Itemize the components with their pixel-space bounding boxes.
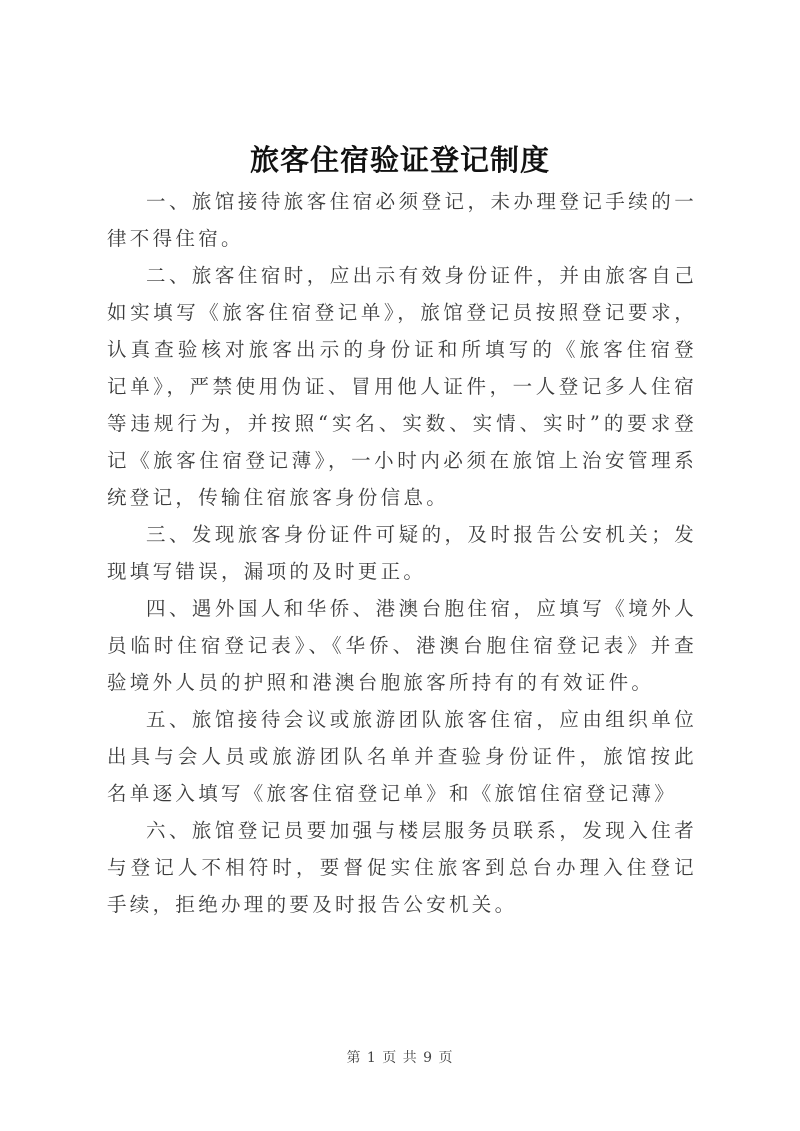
page-number-footer: 第 1 页 共 9 页: [346, 1050, 454, 1066]
paragraph-4: 四、遇外国人和华侨、港澳台胞住宿，应填写《境外人员临时住宿登记表》、《华侨、港澳台胞住宿登记表》并查验境外人员的护照和港澳台胞旅客所持有的有效证件。: [107, 597, 697, 694]
paragraph-6: 六、旅馆登记员要加强与楼层服务员联系，发现入住者与登记人不相符时，要督促实住旅客到总台办理入住登记手续，拒绝办理的要及时报告公安机关。: [107, 819, 697, 916]
document-body: [107, 183, 697, 923]
paragraph-1: 一、旅馆接待旅客住宿必须登记，未办理登记手续的一律不得住宿。: [107, 190, 697, 250]
document-title: 旅客住宿验证登记制度: [249, 143, 550, 177]
paragraph-3: 三、发现旅客身份证件可疑的，及时报告公安机关；发现填写错误，漏项的及时更正。: [107, 523, 697, 583]
paragraph-5: 五、旅馆接待会议或旅游团队旅客住宿，应由组织单位出具与会人员或旅游团队名单并查验身份证件，旅馆按此名单逐入填写《旅客住宿登记单》和《旅馆住宿登记薄》: [107, 708, 697, 805]
paragraph-2: 二、旅客住宿时，应出示有效身份证件，并由旅客自己如实填写《旅客住宿登记单》，旅馆登记员按照登记要求，认真查验核对旅客出示的身份证和所填写的《旅客住宿登记单》，严禁使用伪证、冒用他人证件，一人登记多人住宿等违规行为，并按照“实名、实数、实情、实时”的要求登记《旅客住宿登记薄》，一小时内必须在旅馆上治安管理系统登记，传输住宿旅客身份信息。: [107, 264, 697, 509]
